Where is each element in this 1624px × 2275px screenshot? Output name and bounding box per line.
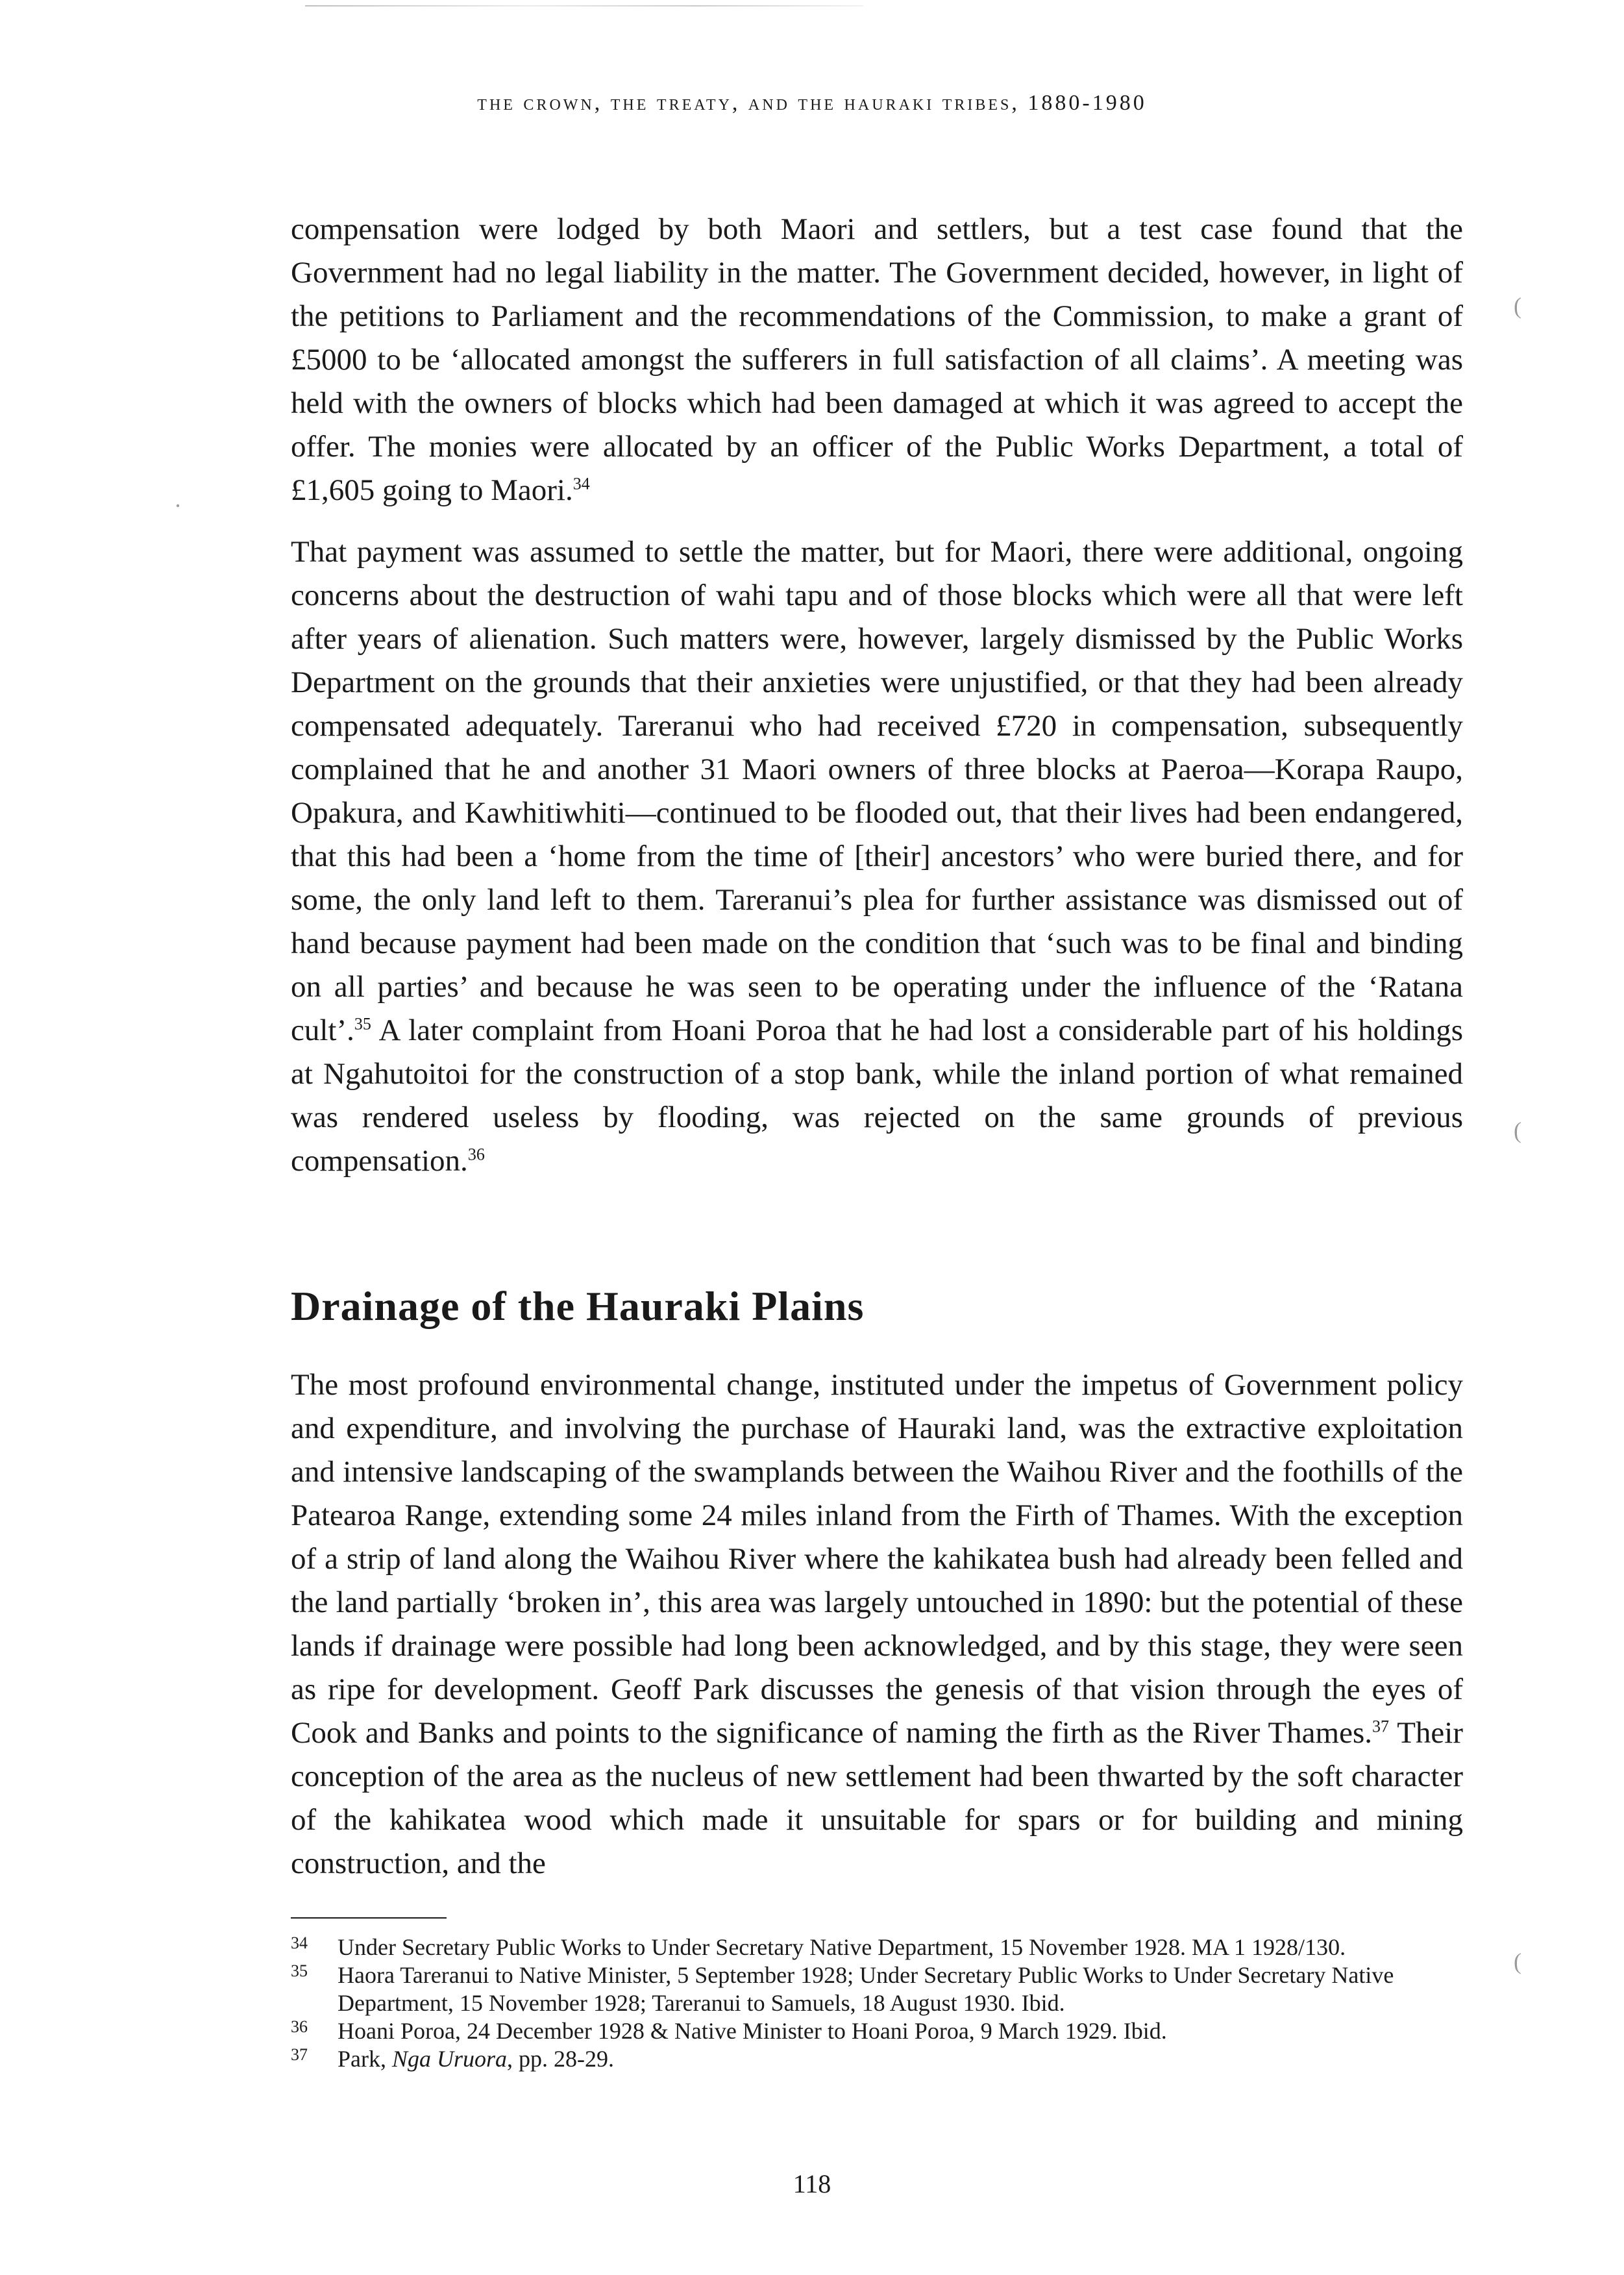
footnote-number: 36 xyxy=(291,2017,308,2036)
paragraph-1 xyxy=(291,208,1463,512)
footnote-34 xyxy=(291,1933,1463,1961)
footnotes xyxy=(291,1933,1463,2073)
main-text xyxy=(291,208,1463,1885)
scan-margin-mark: ( xyxy=(1514,293,1521,319)
footnote-divider xyxy=(291,1917,447,1919)
footnote-number: 37 xyxy=(291,2045,308,2064)
footnote-title: Nga Uruora xyxy=(392,2046,508,2072)
footnote-35 xyxy=(291,1961,1463,2017)
footnote-ref-36[interactable]: 36 xyxy=(467,1145,485,1164)
footnote-ref-37[interactable]: 37 xyxy=(1372,1717,1389,1736)
paragraph-2 xyxy=(291,530,1463,1183)
paragraph-3-text-b: Their conception of the area as the nucleus of new settlement had been thwarted by the soft character of the kahikatea wood which made it unsuitable for spars or for building and mining construction, and the xyxy=(291,1716,1463,1880)
section-heading: Drainage of the Hauraki Plains xyxy=(291,1283,865,1329)
paragraph-1-text: compensation were lodged by both Maori and settlers, but a test case found that the Government had no legal liability in the matter. The Government decided, however, in light of the petitions to Parliament and the recommendations of the Commission, to make a grant of £5000 to be ‘allocated amongst the sufferers in full satisfaction of all claims’. A meeting was held with the owners of blocks which had been damaged at which it was agreed to accept the offer. The monies were allocated by an officer of the Public Works Department, a total of £1,605 going to Maori. xyxy=(291,212,1463,507)
footnote-text xyxy=(338,2045,1463,2073)
footnote-text: Haora Tareranui to Native Minister, 5 September 1928; Under Secretary Public Works to Under Secretary Native Department, 15 November 1928; Tareranui to Samuels, 18 August 1930. Ibid. xyxy=(338,1962,1394,2016)
footnote-text: Under Secretary Public Works to Under Secretary Native Department, 15 November 1928. MA 1 1928/130. xyxy=(338,1934,1346,1960)
footnote-number: 34 xyxy=(291,1933,308,1952)
footnote-37 xyxy=(291,2045,1463,2073)
scan-margin-mark: ( xyxy=(1514,1117,1521,1143)
footnote-36 xyxy=(291,2017,1463,2045)
paragraph-2-text-b: A later complaint from Hoani Poroa that he had lost a considerable part of his holdings at Ngahutoitoi for the construction of a stop bank, while the inland portion of what remained was rendered useless by flooding, was rejected on the same grounds of previous compensation. xyxy=(291,1013,1463,1178)
scan-edge-mark xyxy=(305,5,863,6)
footnote-ref-34[interactable]: 34 xyxy=(572,474,590,493)
footnote-text: Hoani Poroa, 24 December 1928 & Native Minister to Hoani Poroa, 9 March 1929. Ibid. xyxy=(338,2018,1167,2044)
paragraph-3 xyxy=(291,1363,1463,1885)
footnote-text-pre: Park, xyxy=(338,2046,392,2072)
paragraph-3-text-a: The most profound environmental change, instituted under the impetus of Government policy and expenditure, and involving the purchase of Hauraki land, was the extractive exploitation and intensive landscaping of the swamplands between the Waihou River and the foothills of the Patearoa Range, extending some 24 miles inland from the Firth of Thames. With the exception of a strip of land along the Waihou River where the kahikatea bush had already been felled and the land partially ‘broken in’, this area was largely untouched in 1890: but the potential of these lands if drainage were possible had long been acknowledged, and by this stage, they were seen as ripe for development. Geoff Park discusses the genesis of that vision through the eyes of Cook and Banks and points to the significance of naming the firth as the River Thames. xyxy=(291,1368,1463,1750)
scan-margin-mark: ( xyxy=(1514,1948,1521,1974)
footnote-ref-35[interactable]: 35 xyxy=(354,1014,371,1034)
paragraph-2-text-a: That payment was assumed to settle the matter, but for Maori, there were additional, ongoing concerns about the destruction of wahi tapu and of those blocks which were all that were left after years of alienation. Such matters were, however, largely dismissed by the Public Works Department on the grounds that their anxieties were unjustified, or that they had been already compensated adequately. Tareranui who had received £720 in compensation, subsequently complained that he and another 31 Maori owners of three blocks at Paeroa—Korapa Raupo, Opakura, and Kawhitiwhiti—continued to be flooded out, that their lives had been endangered, that this had been a ‘home from the time of [their] ancestors’ who were buried there, and for some, the only land left to them. Tareranui’s plea for further assistance was dismissed out of hand because payment had been made on the condition that ‘such was to be final and binding on all parties’ and because he was seen to be operating under the influence of the ‘Ratana cult’. xyxy=(291,535,1463,1047)
running-head: the crown, the treaty, and the hauraki tribes, 1880-1980 xyxy=(477,91,1147,115)
scan-margin-mark: · xyxy=(174,493,182,519)
page-number: 118 xyxy=(793,2169,831,2198)
footnote-text-post: , pp. 28-29. xyxy=(507,2046,615,2072)
footnote-number: 35 xyxy=(291,1961,308,1980)
